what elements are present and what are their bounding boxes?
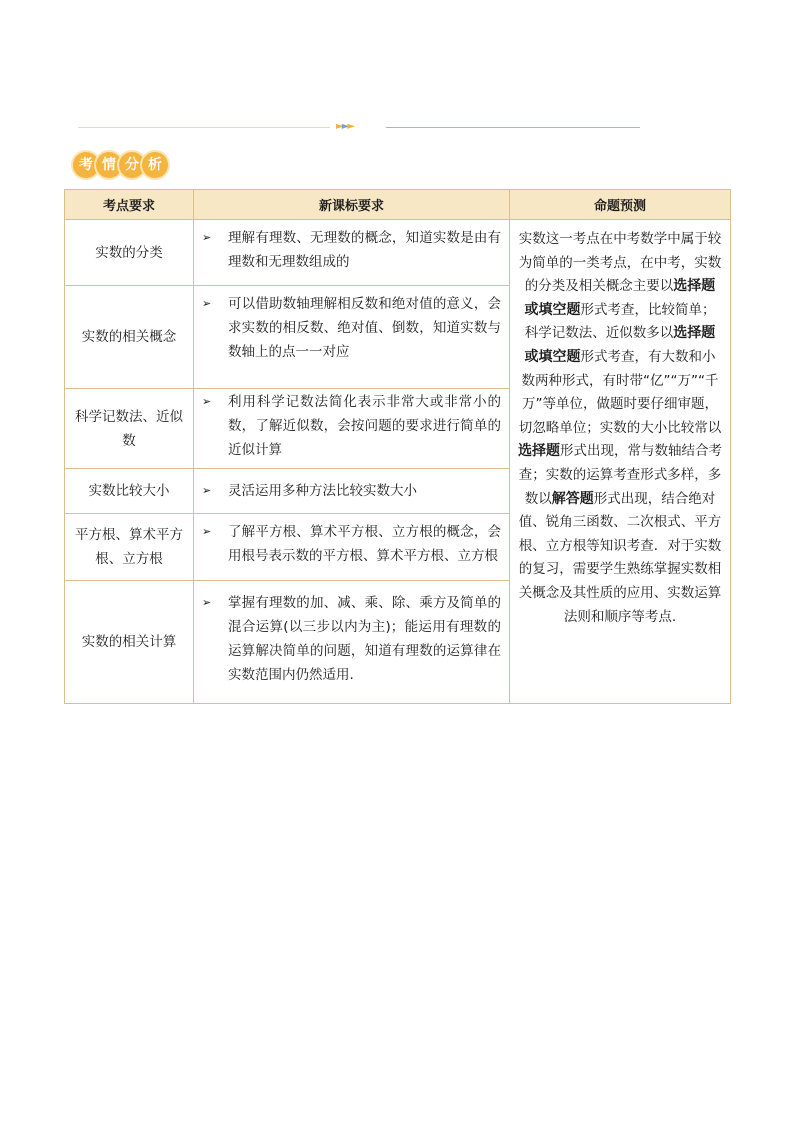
prediction-segment: 形式考查，有大数和小数两种形式，有时带“亿”“万”“千万”等单位，做题时要仔细审题，切忽略单位；实数的大小比较常以: [518, 348, 722, 436]
topic-cell: 科学记数法、近似数: [65, 389, 194, 469]
header-requirement: 新课标要求: [194, 190, 510, 220]
prediction-segment: 形式出现，结合绝对值、锐角三函数、二次根式、平方根、立方根等知识考查．对于实数的复习，需要学生熟练掌握实数相关概念及其性质的应用、实数运算法则和顺序等考点.: [518, 490, 722, 625]
requirement-text: 理解有理数、无理数的概念，知道实数是由有理数和无理数组成的: [228, 230, 501, 270]
prediction-segment: 形式考查，比较简单；科学记数法、近似数多以: [524, 301, 716, 342]
header-divider: [78, 120, 640, 134]
topic-cell: 实数比较大小: [65, 469, 194, 514]
requirement-text: 了解平方根、算术平方根、立方根的概念，会用根号表示数的平方根、算术平方根、立方根: [228, 524, 501, 564]
requirement-cell: [194, 581, 510, 704]
exam-analysis-table: [64, 189, 731, 704]
requirement-text: 灵活运用多种方法比较实数大小: [228, 483, 417, 499]
prediction-cell: [510, 220, 731, 704]
prediction-text: [518, 231, 722, 625]
requirement-text: 掌握有理数的加、减、乘、除、乘方及简单的混合运算(以三步以内为主)；能运用有理数的运算解决简单的问题，知道有理数的运算律在实数范围内仍然适用.: [228, 595, 501, 683]
header-topic: 考点要求: [65, 190, 194, 220]
requirement-cell: [194, 514, 510, 581]
requirement-cell: [194, 389, 510, 469]
prediction-emphasis: 选择题或填空题: [524, 325, 716, 365]
requirement-text: 可以借助数轴理解相反数和绝对值的意义，会求实数的相反数、绝对值、倒数，知道实数与数轴上的点一一对应: [228, 296, 501, 360]
divider-line-left: [78, 127, 330, 128]
prediction-emphasis: 选择题或填空题: [524, 278, 716, 318]
bullet-arrow-icon: ➢: [202, 231, 212, 244]
divider-line-right: [386, 127, 640, 128]
table-row: [65, 220, 731, 286]
badge-char: 分: [119, 152, 145, 178]
badge-char: 析: [142, 152, 168, 178]
requirement-cell: [194, 286, 510, 389]
section-badge: [73, 152, 165, 180]
bullet-arrow-icon: ➢: [202, 395, 212, 408]
prediction-emphasis: 选择题: [518, 443, 560, 460]
requirement-text: 利用科学记数法简化表示非常大或非常小的数，了解近似数，会按问题的要求进行简单的近似计算: [228, 394, 501, 458]
prediction-segment: 形式出现，常与数轴结合考查；实数的运算考查形式多样，多数以: [518, 443, 722, 507]
prediction-emphasis: 解答题: [551, 490, 594, 507]
divider-arrows-icon: ►►►: [336, 121, 354, 132]
bullet-arrow-icon: ➢: [202, 525, 212, 538]
bullet-arrow-icon: ➢: [202, 297, 212, 310]
table-header-row: [65, 190, 731, 220]
requirement-cell: [194, 220, 510, 286]
bullet-arrow-icon: ➢: [202, 484, 212, 497]
topic-cell: 实数的相关计算: [65, 581, 194, 704]
prediction-segment: 实数这一考点在中考数学中属于较为简单的一类考点，在中考，实数的分类及相关概念主要以: [518, 231, 722, 295]
requirement-cell: [194, 469, 510, 514]
badge-char: 情: [96, 152, 122, 178]
topic-cell: 实数的相关概念: [65, 286, 194, 389]
header-prediction: 命题预测: [510, 190, 731, 220]
badge-char: 考: [73, 152, 99, 178]
bullet-arrow-icon: ➢: [202, 596, 212, 609]
topic-cell: 实数的分类: [65, 220, 194, 286]
topic-cell: 平方根、算术平方根、立方根: [65, 514, 194, 581]
